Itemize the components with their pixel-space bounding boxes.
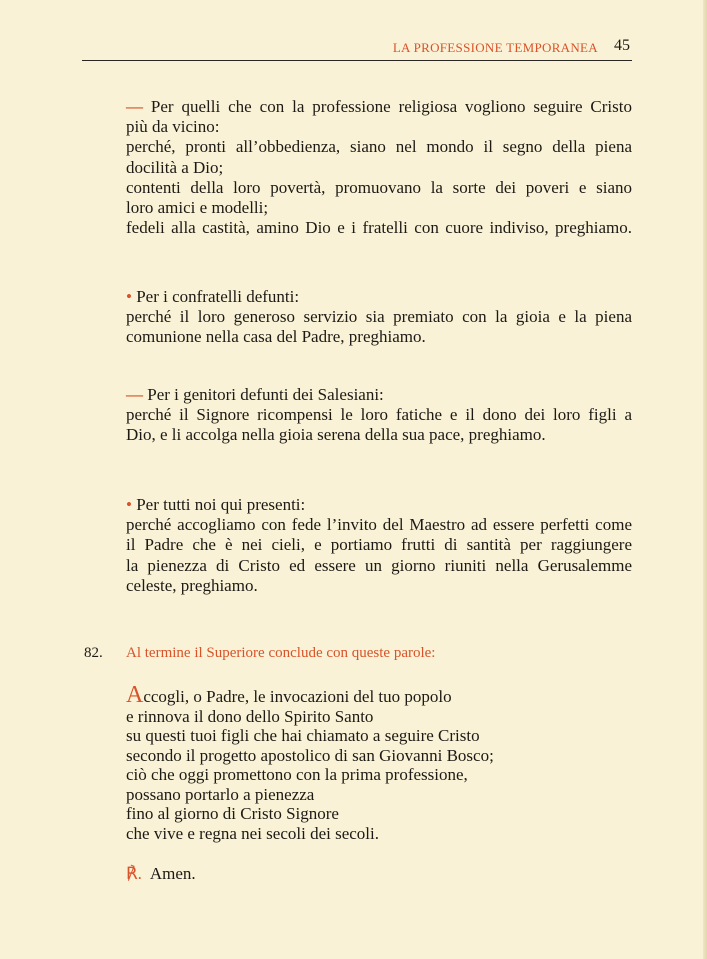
intercession-line: celeste, preghiamo. [126, 575, 258, 595]
prayer-line: secondo il progetto apostolico di san Giovanni Bosco; [126, 745, 494, 765]
response [126, 864, 196, 884]
intercession-line: Per tutti noi qui presenti: [136, 495, 306, 514]
intercession-3 [126, 385, 632, 446]
intercession-line: perché accogliamo con fede l’invito del Maestro ad essere perfetti come [126, 515, 632, 535]
prayer-line: fino al giorno di Cristo Signore [126, 804, 339, 823]
rubric: Al termine il Superiore conclude con queste parole: [126, 645, 436, 661]
page-edge [703, 0, 707, 959]
running-header-title: LA PROFESSIONE TEMPORANEA [392, 40, 598, 55]
intercession-line: perché il loro generoso servizio sia premiato con la gioia e la piena [126, 307, 632, 327]
running-header [82, 38, 632, 61]
intercession-line: perché il Signore ricompensi le loro fatiche e il dono dei loro figli a [126, 405, 632, 425]
concluding-prayer [126, 682, 494, 843]
dash-marker: — [126, 385, 143, 404]
intercession-line: loro amici e modelli; [126, 198, 269, 218]
intercession-line: docilità a Dio; [126, 157, 224, 177]
drop-cap: A [126, 682, 144, 708]
bullet-marker: • [126, 495, 132, 514]
response-symbol: ℟. [126, 864, 142, 883]
intercession-line: Per quelli che con la professione religiosa vogliono seguire Cristo [150, 97, 632, 116]
prayer-line: possano portarlo a pienezza [126, 784, 315, 804]
prayer-line: ciò che oggi promettono con la prima professione, [126, 765, 468, 784]
intercession-1 [126, 97, 632, 238]
intercession-line: il Padre che è nei cieli, e portiamo frutti di santità per raggiungere [126, 535, 632, 555]
intercession-line: comunione nella casa del Padre, preghiamo. [126, 327, 426, 347]
prayer-line: ccogli, o Padre, le invocazioni del tuo popolo [143, 687, 452, 706]
intercession-line: Dio, e li accolga nella gioia serena della sua pace, preghiamo. [126, 425, 546, 445]
section-number: 82. [84, 645, 103, 661]
intercession-line: Per i genitori defunti dei Salesiani: [147, 385, 384, 404]
dash-marker: — [126, 97, 143, 116]
intercession-line: contenti della loro povertà, promuovano la sorte dei poveri e siano [126, 177, 632, 197]
bullet-marker: • [126, 287, 132, 306]
intercession-line: perché, pronti all’obbedienza, siano nel mondo il segno della piena [126, 137, 632, 157]
intercession-line: Per i confratelli defunti: [136, 287, 300, 306]
intercession-line: fedeli alla castità, amino Dio e i fratelli con cuore indiviso, preghiamo. [126, 218, 632, 238]
intercession-line: la pienezza di Cristo ed essere un giorno riuniti nella Gerusalemme [126, 555, 632, 575]
prayer-line: che vive e regna nei secoli dei secoli. [126, 823, 379, 843]
prayer-line: su questi tuoi figli che hai chiamato a seguire Cristo [126, 726, 480, 745]
response-text: Amen. [149, 864, 196, 883]
page-number: 45 [614, 37, 630, 54]
intercession-2 [126, 287, 632, 348]
intercession-4 [126, 495, 632, 596]
prayer-line: e rinnova il dono dello Spirito Santo [126, 706, 374, 726]
intercession-line: più da vicino: [126, 117, 220, 137]
